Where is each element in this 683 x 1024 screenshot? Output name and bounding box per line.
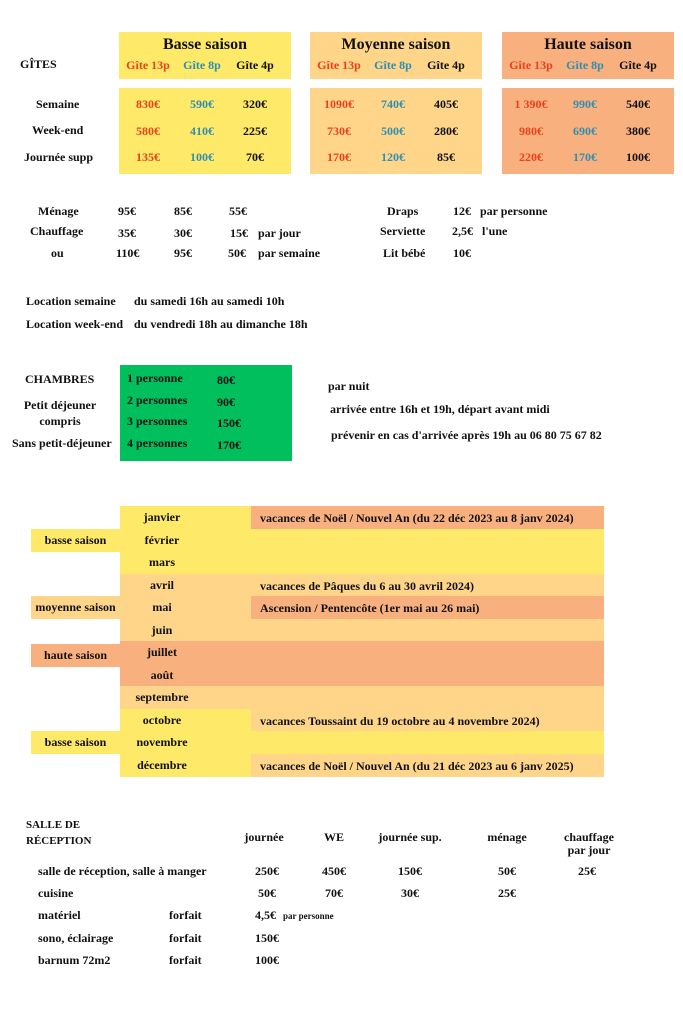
column-header: Gîte 4p — [236, 58, 274, 72]
price-semaine: 830€ — [136, 97, 160, 111]
price-weekend: 690€ — [573, 123, 597, 138]
calendar-note-cell — [251, 619, 604, 642]
calendar-month: avril — [150, 577, 174, 592]
column-header: Gîte 13p — [317, 58, 361, 72]
salle-row-label: barnum 72m2 — [38, 952, 111, 967]
column-header: Gîte 8p — [374, 58, 412, 72]
calendar-note: vacances de Noël / Nouvel An (du 21 déc 2023 au 6 janv 2025) — [260, 758, 574, 773]
price-journee: 220€ — [519, 150, 543, 164]
price-semaine: 740€ — [381, 97, 405, 111]
chambre-label: 1 personne — [127, 371, 183, 385]
price-journee: 170€ — [327, 150, 351, 164]
salle-price: 4,5€ — [255, 908, 276, 923]
season-title: Moyenne saison — [341, 36, 451, 53]
calendar-note-cell — [251, 731, 604, 754]
column-header: Gîte 4p — [619, 58, 657, 72]
serviette-price: 2,5€ — [452, 224, 473, 238]
calendar-month: juin — [151, 622, 173, 637]
location-weekend-value: du vendredi 18h au dimanche 18h — [134, 317, 308, 331]
price-weekend: 730€ — [327, 123, 351, 138]
salle-price: 150€ — [398, 864, 422, 878]
price-semaine: 590€ — [190, 97, 214, 111]
calendar-note: Ascension / Pentencôte (1er mai au 26 mai) — [260, 601, 480, 615]
chauffage-label: Chauffage — [30, 224, 84, 238]
price-weekend: 410€ — [190, 123, 214, 138]
salle-header: ménage — [487, 830, 527, 844]
price-journee: 100€ — [626, 150, 650, 164]
price-journee: 135€ — [136, 150, 160, 164]
location-semaine-label: Location semaine — [26, 294, 116, 308]
calendar-note: vacances de Pâques du 6 au 30 avril 2024) — [260, 578, 475, 593]
litbebe-label: Lit bébé — [383, 246, 426, 260]
price-weekend: 980€ — [519, 123, 543, 138]
salle-row-label: sono, éclairage — [38, 930, 114, 945]
salle-row-label: matériel — [38, 908, 81, 923]
salle-header: WE — [323, 830, 344, 844]
salle-unit: par personne — [283, 911, 334, 922]
price-weekend: 280€ — [434, 123, 458, 138]
calendar-note-cell — [251, 641, 604, 664]
salle-forfait: forfait — [169, 930, 202, 945]
calendar-month: août — [150, 667, 174, 682]
salle-header: journée — [244, 830, 284, 844]
litbebe-price: 10€ — [453, 246, 471, 260]
salle-forfait: forfait — [169, 908, 202, 923]
season-label: basse saison — [44, 735, 107, 749]
serviette-unit: l'une — [482, 224, 508, 238]
calendar-note-cell — [251, 664, 604, 687]
price-journee: 170€ — [573, 150, 597, 164]
price-weekend: 580€ — [136, 123, 160, 138]
ou-8p: 95€ — [174, 246, 192, 260]
season-label: haute saison — [43, 648, 108, 662]
calendar-note-cell — [251, 529, 604, 552]
chambre-label: 4 personnes — [127, 435, 188, 450]
chauffage-8p: 30€ — [174, 226, 192, 240]
salle-price: 50€ — [498, 864, 516, 878]
chambres-note-prevenir: prévenir en cas d'arrivée après 19h au 06 80 75 67 82 — [331, 428, 602, 442]
price-journee: 85€ — [437, 150, 455, 164]
breakfast-label: Petit déjeuner compris — [23, 398, 97, 428]
price-journee: 70€ — [246, 150, 264, 164]
chambre-label: 3 personnes — [127, 414, 188, 428]
season-label: basse saison — [44, 533, 107, 547]
chambres-note-nuit: par nuit — [328, 379, 370, 393]
chambre-price: 150€ — [217, 416, 241, 430]
salle-price: 50€ — [258, 886, 276, 901]
calendar-note: vacances de Noël / Nouvel An (du 22 déc 2023 au 8 janv 2024) — [260, 511, 574, 525]
salle-header: journée sup. — [378, 830, 442, 844]
salle-price: 450€ — [322, 864, 346, 878]
calendar-note: vacances Toussaint du 19 octobre au 4 novembre 2024) — [260, 713, 540, 728]
price-semaine: 1 390€ — [514, 97, 548, 111]
calendar-month: septembre — [135, 690, 189, 704]
ou-unit: par semaine — [258, 246, 321, 260]
salle-title: SALLE DE RÉCEPTION — [26, 819, 92, 847]
salle-price: 30€ — [401, 886, 419, 901]
price-weekend: 380€ — [626, 123, 650, 138]
menage-8p: 85€ — [174, 204, 192, 218]
chambres-title: CHAMBRES — [25, 372, 95, 386]
season-title: Haute saison — [544, 36, 632, 53]
salle-price: 250€ — [255, 864, 279, 878]
calendar-note-cell — [251, 686, 604, 709]
price-semaine: 320€ — [243, 97, 267, 111]
column-header: Gîte 8p — [183, 58, 221, 72]
price-semaine: 540€ — [626, 97, 650, 111]
season-label: moyenne saison — [35, 600, 116, 614]
chambre-price: 80€ — [217, 373, 235, 387]
calendar-month: décembre — [137, 757, 187, 772]
chauffage-13p: 35€ — [118, 226, 136, 240]
row-label-semaine: Semaine — [36, 97, 80, 111]
price-weekend: 225€ — [243, 123, 267, 138]
location-weekend-label: Location week-end — [26, 317, 123, 331]
no-breakfast-label: Sans petit-déjeuner — [12, 436, 112, 450]
salle-price: 100€ — [255, 952, 279, 967]
column-header: Gîte 13p — [509, 58, 553, 72]
chambre-label: 2 personnes — [127, 392, 188, 407]
salle-header: chauffage par jour — [564, 830, 614, 857]
salle-price: 25€ — [578, 864, 596, 878]
chauffage-4p: 15€ — [230, 226, 248, 240]
draps-unit: par personne — [480, 204, 548, 218]
calendar-month: mars — [149, 555, 175, 569]
price-weekend: 500€ — [381, 123, 405, 138]
menage-label: Ménage — [38, 204, 79, 218]
draps-price: 12€ — [453, 204, 471, 218]
price-journee: 100€ — [190, 150, 214, 164]
chambres-note-arrivee: arrivée entre 16h et 19h, départ avant midi — [330, 402, 550, 416]
serviette-label: Serviette — [380, 224, 426, 238]
calendar-month: octobre — [142, 712, 182, 727]
ou-4p: 50€ — [228, 246, 246, 260]
location-semaine-value: du samedi 16h au samedi 10h — [134, 294, 285, 308]
salle-forfait: forfait — [169, 952, 202, 967]
price-journee: 120€ — [381, 150, 405, 164]
column-header: Gîte 4p — [427, 58, 465, 72]
calendar-month: janvier — [143, 510, 181, 524]
season-title: Basse saison — [162, 36, 248, 53]
price-semaine: 990€ — [573, 97, 597, 111]
draps-label: Draps — [387, 204, 419, 218]
salle-price: 150€ — [255, 930, 279, 945]
row-label-weekend: Week-end — [32, 123, 84, 137]
salle-price: 70€ — [325, 886, 343, 901]
calendar-month: mai — [152, 600, 172, 614]
gites-title: GÎTES — [20, 57, 57, 71]
chambre-price: 170€ — [217, 437, 241, 452]
row-label-journee: Journée supp — [24, 150, 94, 164]
price-semaine: 405€ — [434, 97, 458, 111]
ou-label: ou — [51, 246, 64, 260]
price-semaine: 1090€ — [324, 97, 354, 111]
ou-13p: 110€ — [116, 246, 140, 260]
calendar-month: novembre — [136, 735, 188, 749]
calendar-month: février — [144, 532, 180, 547]
calendar-note-cell — [251, 551, 604, 574]
salle-price: 25€ — [498, 886, 516, 901]
calendar-month: juillet — [147, 645, 177, 659]
menage-4p: 55€ — [229, 204, 247, 218]
salle-row-label: salle de réception, salle à manger — [38, 864, 207, 878]
chauffage-unit: par jour — [258, 226, 301, 240]
salle-row-label: cuisine — [38, 886, 74, 901]
menage-13p: 95€ — [118, 204, 136, 218]
column-header: Gîte 8p — [566, 58, 604, 72]
chambre-price: 90€ — [217, 394, 235, 409]
column-header: Gîte 13p — [126, 58, 170, 72]
